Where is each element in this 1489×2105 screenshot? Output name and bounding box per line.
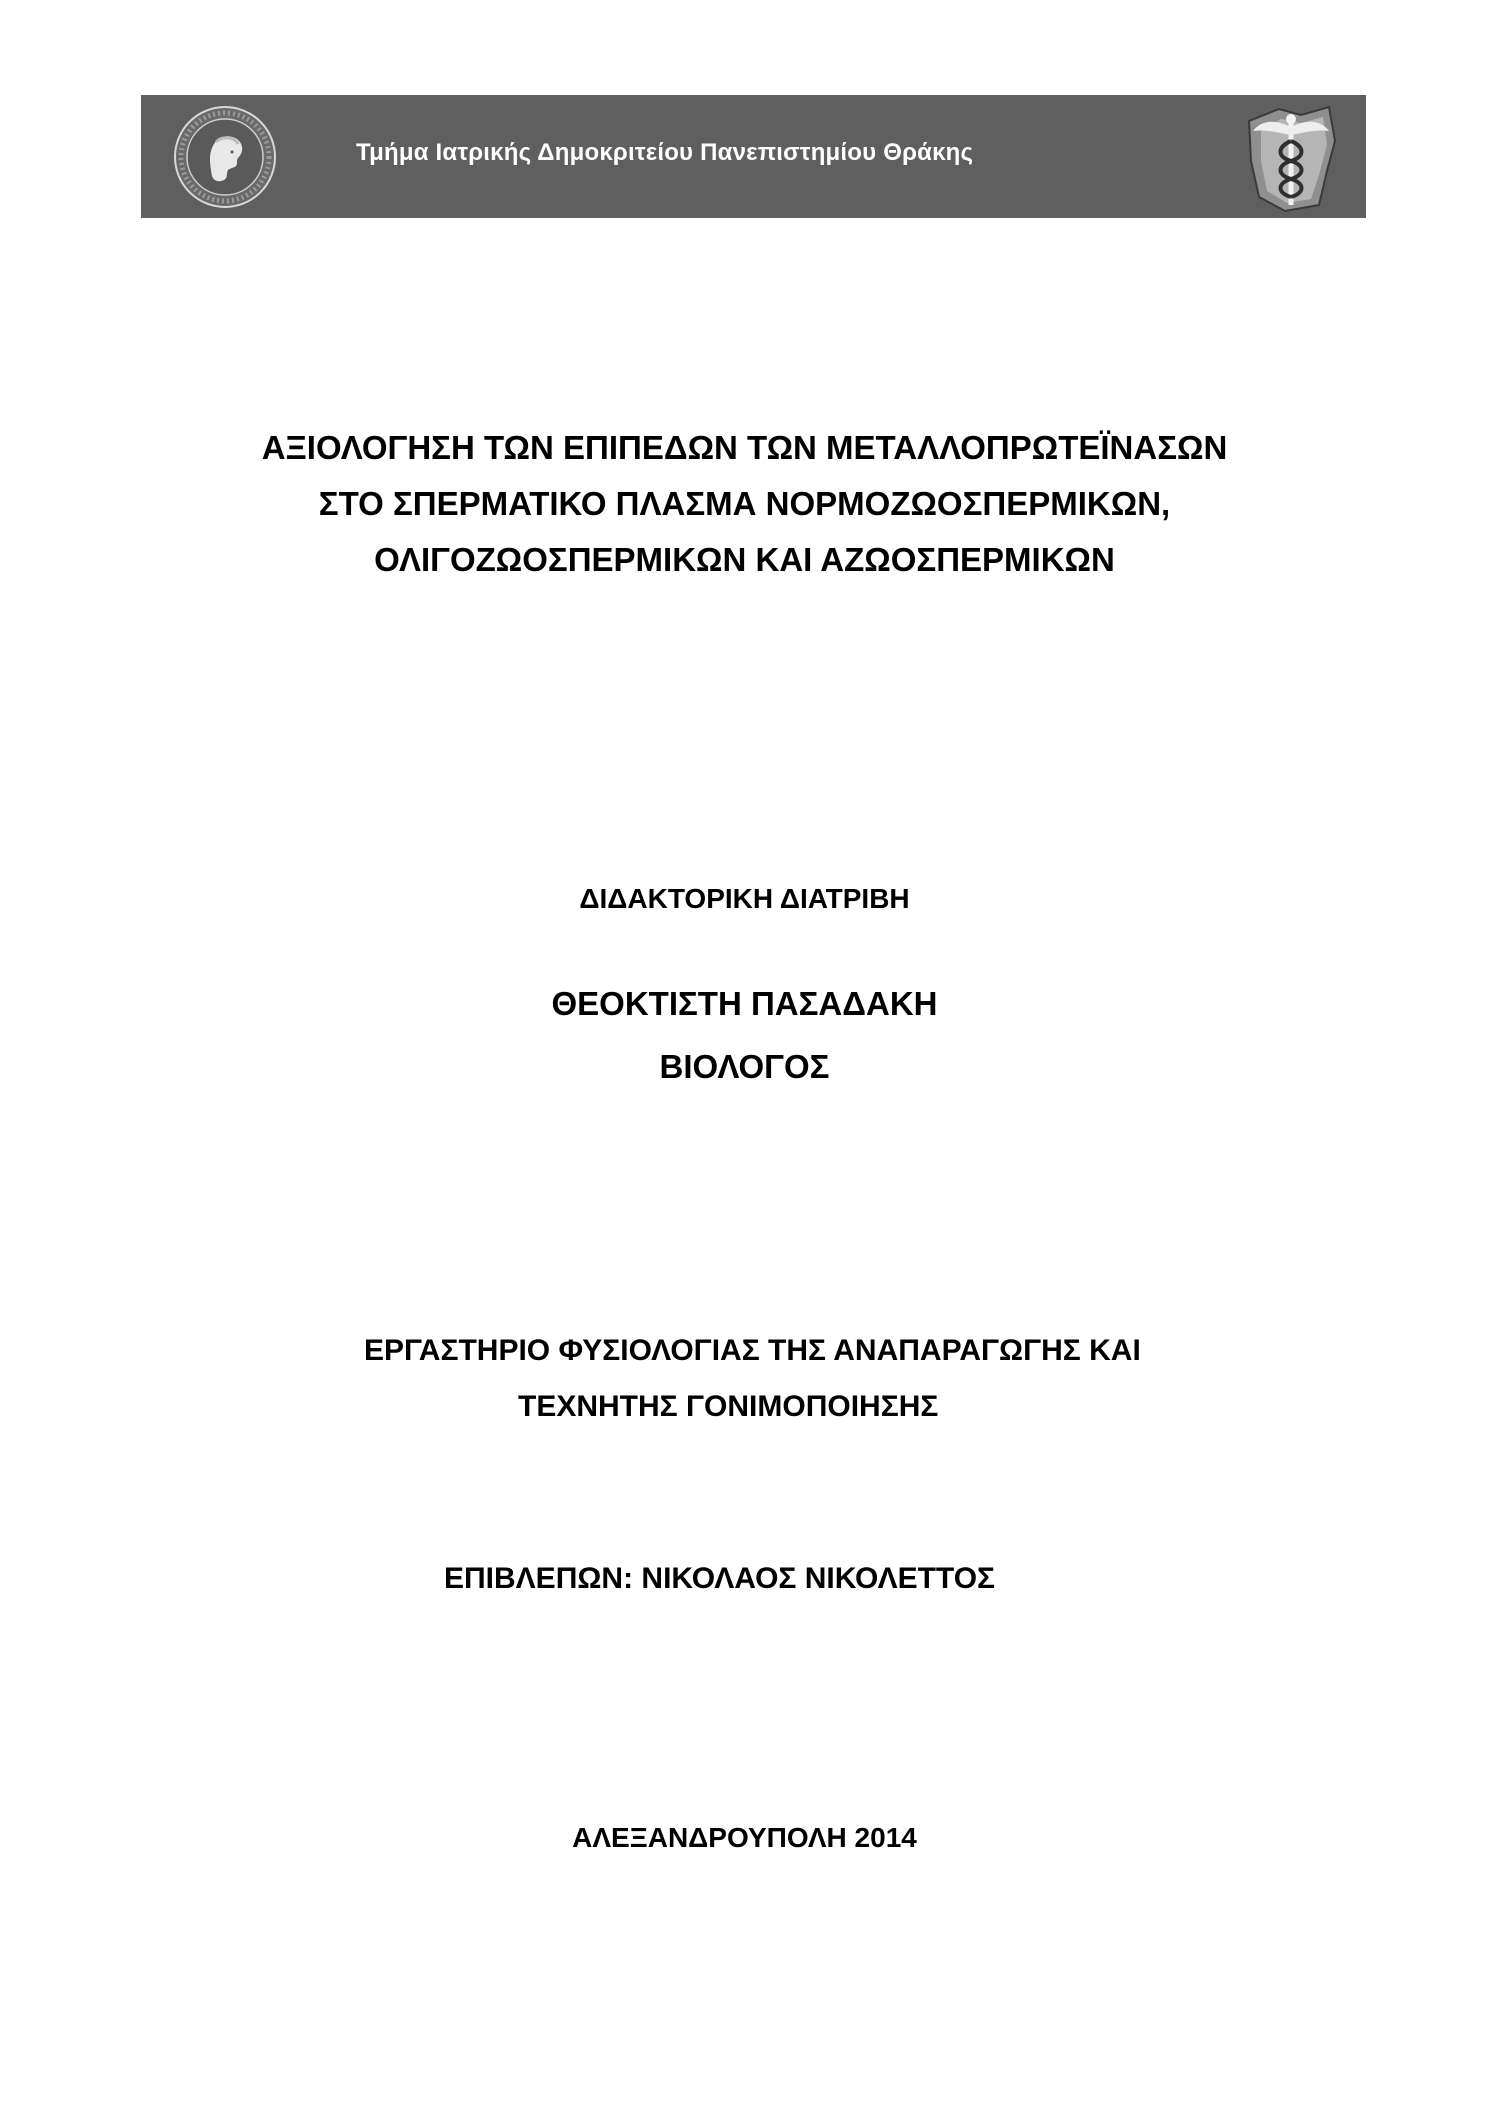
title-line: ΟΛΙΓΟΖΩΟΣΠΕΡΜΙΚΩΝ ΚΑΙ ΑΖΩΟΣΠΕΡΜΙΚΩΝ: [374, 541, 1115, 578]
caduceus-icon: [1241, 101, 1341, 213]
supervisor: ΕΠΙΒΛΕΠΩΝ: ΝΙΚΟΛΑΟΣ ΝΙΚΟΛΕΤΤΟΣ: [444, 1562, 996, 1595]
laboratory-line-1: ΕΡΓΑΣΤΗΡΙΟ ΦΥΣΙΟΛΟΓΙΑΣ ΤΗΣ ΑΝΑΠΑΡΑΓΩΓΗΣ ΚΑΙ: [364, 1334, 1141, 1367]
place-year: ΑΛΕΞΑΝΔΡΟΥΠΟΛΗ 2014: [572, 1822, 917, 1853]
author-name: ΘΕΟΚΤΙΣΤΗ ΠΑΣΑΔΑΚΗ: [551, 985, 938, 1022]
header-banner: [141, 95, 1366, 218]
university-seal-icon: [172, 104, 278, 210]
title-line: ΑΞΙΟΛΟΓΗΣΗ ΤΩΝ ΕΠΙΠΕΔΩΝ ΤΩΝ ΜΕΤΑΛΛΟΠΡΩΤΕΪΝΑΣΩΝ: [261, 429, 1228, 466]
author-role: ΒΙΟΛΟΓΟΣ: [659, 1048, 830, 1085]
thesis-title: [0, 420, 1489, 588]
title-line: ΣΤΟ ΣΠΕΡΜΑΤΙΚΟ ΠΛΑΣΜΑ ΝΟΡΜΟΖΩΟΣΠΕΡΜΙΚΩΝ,: [318, 485, 1171, 522]
laboratory-line-2: ΤΕΧΝΗΤΗΣ ΓΟΝΙΜΟΠΟΙΗΣΗΣ: [518, 1390, 939, 1423]
document-type: ΔΙΔΑΚΤΟΡΙΚΗ ΔΙΑΤΡΙΒΗ: [579, 883, 910, 914]
institution-name: Τμήμα Ιατρικής Δημοκριτείου Πανεπιστημίου Θράκης: [356, 139, 974, 166]
